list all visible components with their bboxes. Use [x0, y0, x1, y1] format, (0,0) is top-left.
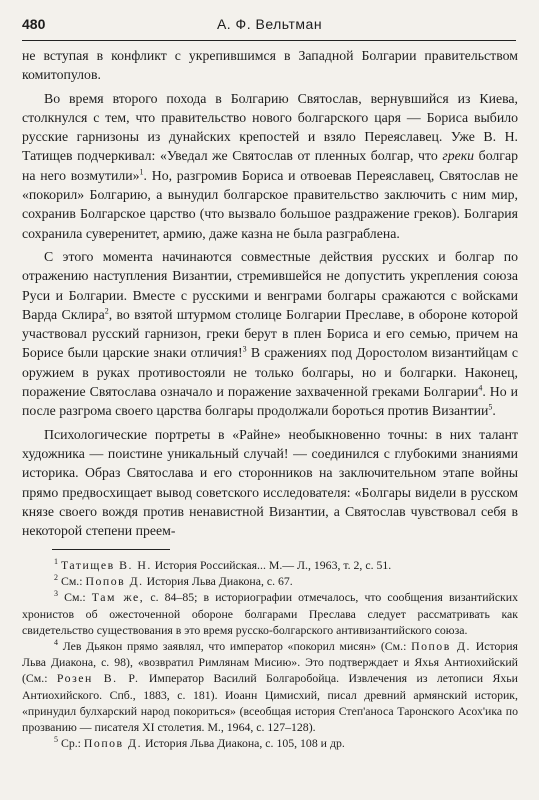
paragraph-continued: не вступая в конфликт с укрепившимся в Западной Болгарии правительством комитопулов.	[22, 48, 518, 83]
footnote-2: $^2$ См.: Попов Д. История Льва Диакона, с. 67.	[54, 573, 293, 589]
footnotes	[22, 557, 518, 751]
footnote-ref-1: 1	[139, 167, 144, 177]
footnote-3: $^3$ См.: Там же, с. 84–85; в историографии отмечалось, что сообщения византийских хронистов об ожесточенной обороне болгарами Преслава следует рассматривать как свидетельство существования в это время русско-болгарского антивизантийского союза.	[22, 589, 518, 637]
footnote-5: $^5$ Ср.: Попов Д. История Льва Диакона, с. 105, 108 и др.	[54, 735, 345, 751]
paragraph-second-campaign: Во время второго похода в Болгарию Святослав, вернувшийся из Киева, столкнулся с тем, что правительство нового болгарского царя — Бориса выбило русские гарнизоны из дунайских крепостей и взяло Переяславец. Уже В. Н. Татищев подчеркивал: «Уведал же Святослав от пленных болгар, что греки болгар на него возмутили»$^1$. Но, разгромив Бориса и отвоевав Переяславец, Святослав не «покорил» Болгарию, а вынудил болгарское правительство заключить с ним мир, сохранив Болгарское царство (что вызвало большое раздражение греков). Болгария сохранила суверенитет, армию, даже казна не была разграблена.	[22, 90, 518, 241]
footnote-ref-2: 2	[104, 306, 109, 316]
footnote-rule	[52, 549, 170, 550]
main-text	[22, 46, 518, 540]
running-title: А. Ф. Вельтман	[216, 16, 323, 32]
footnote-ref-4: 4	[478, 383, 483, 393]
paragraph-joint-actions: С этого момента начинаются совместные действия русских и болгар по отражению наступления Византии, стремившейся не допустить укрепления союза Руси и Болгарии. Вместе с русскими и венграми болгары сражаются с войсками Варда Склира$^2$, во взятой штурмом столице Болгарии Преславе, в обороне которой участвовал русский гарнизон, греки берут в плен Бориса и его семью, причем на Борисе были царские знаки отличия!$^3$ В сражениях под Доростолом византийцам с оружием в руках противостояли не только болгары, но и болгарки. Наконец, поражение Святослава означало и поражение захваченной греками Болгарии$^4$. Но и после разгрома своего царства болгары продолжали бороться против Византии$^5$.	[22, 248, 519, 419]
footnote-4: $^4$ Лев Дьякон прямо заявлял, что император «покорил мисян» (См.: Попов Д. История Льва Диакона, с. 98), «возвратил Римлянам Мисию». Это подтверждает и Яхья Антиохийский (См.: Розен В. Р. Император Василий Болгаробойца. Извлечения из летописи Яхьи Антиохийского. Спб., 1883, с. 181). Иоанн Цимисхий, писал древний армянский историк, «принудил булхарский народ покориться» (всеобщая история Степ'аноса Таронского Асох'ика по прозванию — писателя XI столетия. М., 1964, с. 127–128).	[22, 638, 518, 735]
page-number: 480	[22, 16, 46, 32]
footnote-1: $^1$ Татищев В. Н. История Российская... М.— Л., 1963, т. 2, с. 51.	[54, 557, 392, 572]
footnote-ref-5: 5	[488, 402, 493, 412]
paragraph-portraits: Психологические портреты в «Райне» необыкновенно точны: в них талант художника — поистине уникальный случай! — соединился с глубокими знаниями историка. Образ Святослава и его сторонников на заключительном этапе войны прямо предвосхищает вывод советского исследователя: «Болгары видели в русском князе своего вождя против ненавистной Византии, а Святослав чувствовал себя в некоторой степени преем-	[22, 426, 518, 539]
footnote-ref-3: 3	[242, 344, 247, 354]
page-header	[0, 16, 539, 36]
header-rule	[22, 40, 516, 41]
